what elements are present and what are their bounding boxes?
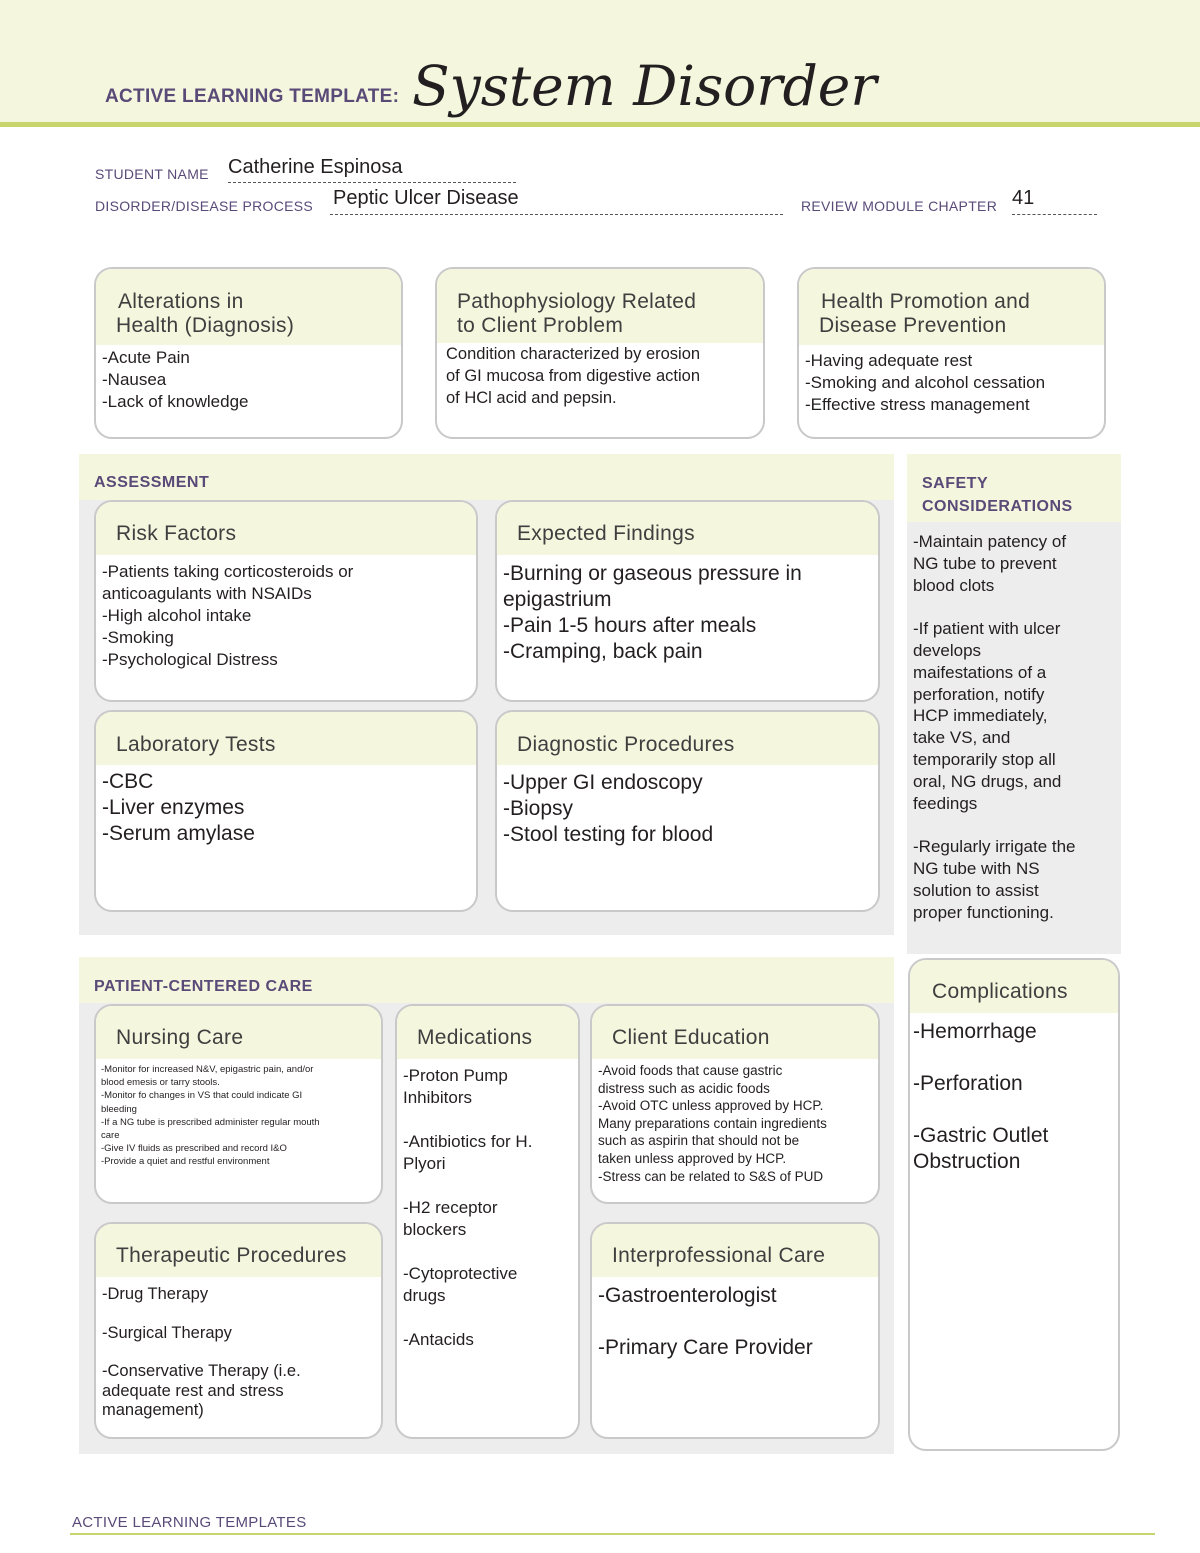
nursing-care-card (94, 1004, 383, 1204)
interprofessional-care-list: -Gastroenterologist -Primary Care Provider (598, 1284, 813, 1359)
risk-factors-list: -Patients taking corticosteroids or anticoagulants with NSAIDs -High alcohol intake -Smoking -Psychological Distress (102, 562, 354, 669)
student-name-value: Catherine Espinosa (228, 156, 403, 178)
expected-findings-title: Expected Findings (497, 502, 878, 555)
footer-divider (70, 1533, 1155, 1535)
risk-factors-card (94, 500, 478, 702)
interprofessional-care-card (590, 1222, 880, 1439)
footer-label: ACTIVE LEARNING TEMPLATES (72, 1514, 307, 1531)
student-name-label: STUDENT NAME (95, 166, 209, 182)
disorder-field[interactable] (330, 187, 783, 215)
medications-list: -Proton Pump Inhibitors -Antibiotics for H. Plyori -H2 receptor blockers -Cytoprotective drugs -Antacids (403, 1066, 533, 1349)
nursing-care-title: Nursing Care (96, 1006, 381, 1059)
diagnostic-procedures-title: Diagnostic Procedures (497, 712, 878, 765)
risk-factors-title: Risk Factors (96, 502, 476, 555)
pathophysiology-text: Condition characterized by erosion of GI mucosa from digestive action of HCl acid and pepsin. (446, 345, 701, 407)
medications-title: Medications (397, 1006, 578, 1059)
chapter-value: 41 (1012, 187, 1035, 209)
header-divider (0, 122, 1200, 127)
nursing-care-list: -Monitor for increased N&V, epigastric pain, and/or blood emesis or tarry stools. -Monitor fo changes in VS that could indicate GI bleeding -If a NG tube is prescribed administer regular mouth care -Give IV fluids as prescribed and record I&O -Provide a quiet and restful environment (101, 1064, 320, 1168)
alterations-card (94, 267, 403, 439)
safety-text: -Maintain patency of NG tube to prevent blood clots -If patient with ulcer develops maifestations of a perforation, notify HCP immediately, take VS, and temporarily stop all oral, NG drugs, and feedings -Regularly irrigate the NG tube with NS solution to assist proper functioning. (913, 532, 1076, 922)
safety-heading: SAFETY CONSIDERATIONS (922, 475, 1073, 515)
chapter-label: REVIEW MODULE CHAPTER (801, 198, 998, 214)
medications-card (395, 1004, 580, 1439)
client-education-list: -Avoid foods that cause gastric distress such as acidic foods -Avoid OTC unless approved by HCP. Many preparations contain ingredients such as aspirin that should not be taken unless approved by HCP. -Stress can be related to S&S of PUD (598, 1063, 827, 1184)
template-label: ACTIVE LEARNING TEMPLATE: (105, 86, 400, 107)
client-education-title: Client Education (592, 1006, 878, 1059)
patient-care-heading: PATIENT-CENTERED CARE (94, 978, 313, 995)
complications-card (908, 958, 1120, 1451)
client-education-card (590, 1004, 880, 1204)
pathophysiology-card (435, 267, 765, 439)
therapeutic-procedures-list: -Drug Therapy -Surgical Therapy -Conservative Therapy (i.e. adequate rest and stress management) (102, 1285, 301, 1419)
alterations-list: -Acute Pain -Nausea -Lack of knowledge (102, 348, 249, 411)
pathophysiology-title: Pathophysiology Related to Client Problem (437, 269, 763, 343)
alterations-title: Alterations in Health (Diagnosis) (96, 269, 401, 345)
expected-findings-list: -Burning or gaseous pressure in epigastrium -Pain 1-5 hours after meals -Cramping, back pain (503, 562, 802, 663)
complications-title: Complications (910, 960, 1118, 1013)
chapter-field[interactable] (1012, 187, 1097, 215)
student-name-field[interactable] (228, 156, 516, 183)
interprofessional-care-title: Interprofessional Care (592, 1224, 878, 1277)
complications-list: -Hemorrhage -Perforation -Gastric Outlet Obstruction (913, 1020, 1049, 1173)
diagnostic-procedures-card (495, 710, 880, 912)
laboratory-tests-card (94, 710, 478, 912)
disorder-label: DISORDER/DISEASE PROCESS (95, 198, 314, 214)
disorder-value: Peptic Ulcer Disease (333, 187, 519, 209)
expected-findings-card (495, 500, 880, 702)
health-promotion-card (797, 267, 1106, 439)
therapeutic-procedures-card (94, 1222, 383, 1439)
health-promotion-list: -Having adequate rest -Smoking and alcohol cessation -Effective stress management (805, 351, 1046, 414)
laboratory-tests-title: Laboratory Tests (96, 712, 476, 765)
assessment-heading: ASSESSMENT (94, 474, 210, 491)
laboratory-tests-list: -CBC -Liver enzymes -Serum amylase (102, 770, 255, 845)
diagnostic-procedures-list: -Upper GI endoscopy -Biopsy -Stool testing for blood (503, 771, 714, 846)
therapeutic-procedures-title: Therapeutic Procedures (96, 1224, 381, 1277)
health-promotion-title: Health Promotion and Disease Prevention (799, 269, 1104, 345)
page-title: System Disorder (412, 54, 877, 118)
